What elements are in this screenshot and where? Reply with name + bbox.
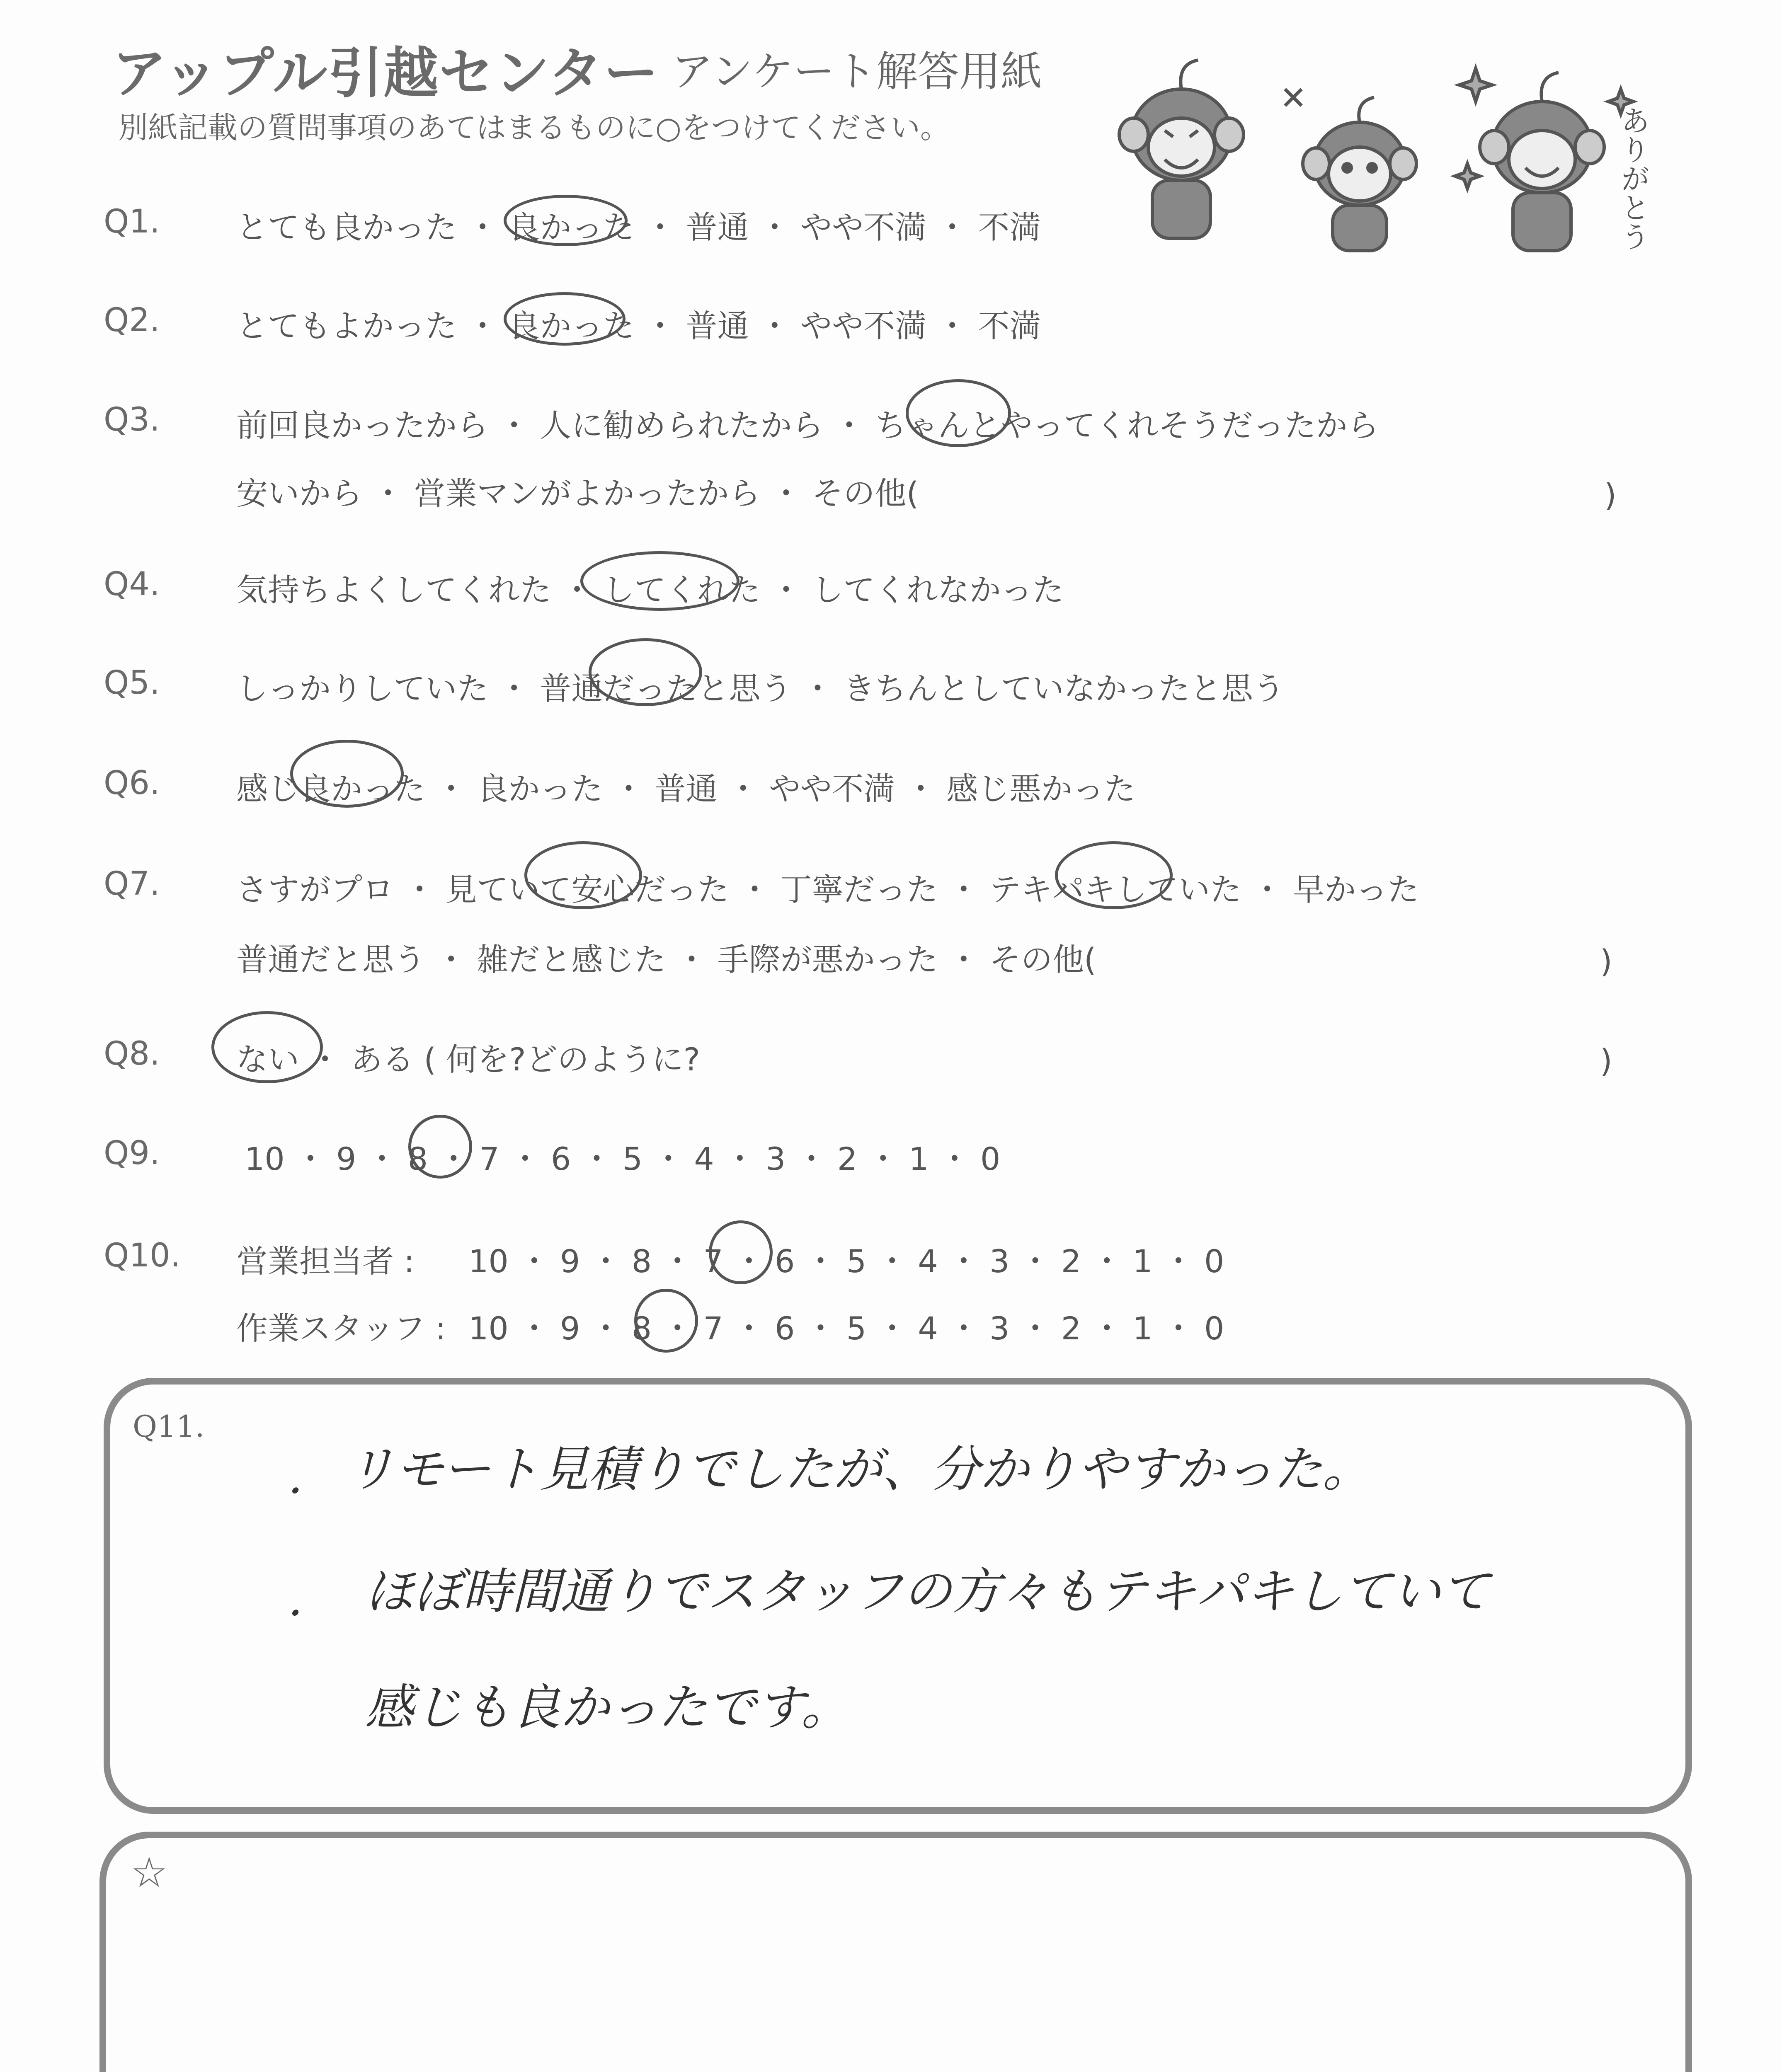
q3-label: Q3. bbox=[104, 401, 160, 438]
q7-options-line1: さすがプロ ・ 見ていて安心だった ・ 丁寧だった ・ テキパキしていた ・ 早かった bbox=[236, 871, 1419, 908]
q8-selection-circle bbox=[211, 1011, 323, 1083]
page-title: アップル引越センター bbox=[112, 41, 659, 105]
q10-sales-label: 営業担当者 : bbox=[236, 1243, 415, 1280]
q5-selection-circle bbox=[589, 638, 702, 706]
q6-label: Q6. bbox=[104, 765, 160, 802]
q6-selection-circle bbox=[290, 740, 404, 808]
q10-sales-selection-circle bbox=[709, 1220, 773, 1284]
q1-options: とても良かった ・ 良かった ・ 普通 ・ やや不満 ・ 不満 bbox=[236, 209, 1041, 246]
q2-selection-circle bbox=[504, 292, 626, 346]
q7-selection-circle-1 bbox=[524, 841, 642, 909]
q7-label: Q7. bbox=[104, 865, 160, 903]
q11-bullet-1: ・ bbox=[276, 1472, 309, 1511]
q3-options-line2: 安いから ・ 営業マンがよかったから ・ その他( bbox=[236, 475, 919, 512]
q8-label: Q8. bbox=[104, 1035, 160, 1072]
q3-selection-circle bbox=[906, 379, 1011, 447]
q2-label: Q2. bbox=[104, 302, 160, 339]
q9-label: Q9. bbox=[104, 1135, 160, 1172]
q8-close-paren: ) bbox=[1600, 1042, 1612, 1079]
q7-close-paren: ) bbox=[1600, 943, 1612, 980]
star-comment-box bbox=[99, 1832, 1692, 2072]
q10-staff-scale: 10 ・ 9 ・ 8 ・ 7 ・ 6 ・ 5 ・ 4 ・ 3 ・ 2 ・ 1 ・ 0 bbox=[468, 1310, 1224, 1347]
q10-staff-selection-circle bbox=[634, 1289, 698, 1353]
q4-label: Q4. bbox=[104, 566, 160, 603]
mascot-illustration bbox=[1111, 39, 1666, 259]
q10-staff-label: 作業スタッフ : bbox=[236, 1310, 446, 1347]
q7-selection-circle-2 bbox=[1055, 841, 1173, 909]
q9-selection-circle bbox=[408, 1115, 472, 1179]
q9-scale: 10 ・ 9 ・ 8 ・ 7 ・ 6 ・ 5 ・ 4 ・ 3 ・ 2 ・ 1 ・ 0 bbox=[245, 1140, 1001, 1177]
q10-sales-scale: 10 ・ 9 ・ 8 ・ 7 ・ 6 ・ 5 ・ 4 ・ 3 ・ 2 ・ 1 ・ 0 bbox=[468, 1243, 1224, 1280]
q1-label: Q1. bbox=[104, 203, 160, 240]
monkey-mascot-icon bbox=[1111, 39, 1666, 259]
instruction-text: 別紙記載の質問事項のあてはまるものに○をつけてください。 bbox=[118, 110, 950, 145]
q8-options: ない ・ ある ( 何を?どのように? bbox=[236, 1041, 700, 1078]
q11-bullet-2: ・ bbox=[276, 1595, 309, 1633]
q2-options: とてもよかった ・ 良かった ・ 普通 ・ やや不満 ・ 不満 bbox=[236, 307, 1041, 344]
q4-options: 気持ちよくしてくれた ・ してくれた ・ してくれなかった bbox=[236, 571, 1064, 608]
q5-label: Q5. bbox=[104, 664, 160, 702]
q5-options: しっかりしていた ・ 普通だったと思う ・ きちんとしていなかったと思う bbox=[236, 670, 1285, 707]
q3-options-line1: 前回良かったから ・ 人に勧められたから ・ ちゃんとやってくれそうだったから bbox=[236, 407, 1379, 444]
q11-comment-line1: リモート見積りでしたが、分かりやすかった。 bbox=[346, 1440, 1372, 1498]
q10-label: Q10. bbox=[104, 1237, 181, 1274]
q11-comment-line3: 感じも良かったです。 bbox=[365, 1679, 850, 1736]
q4-selection-circle bbox=[580, 551, 739, 611]
q1-selection-circle bbox=[504, 195, 628, 246]
star-icon: ☆ bbox=[131, 1848, 168, 1897]
q7-options-line2: 普通だと思う ・ 雑だと感じた ・ 手際が悪かった ・ その他( bbox=[236, 941, 1096, 978]
q3-close-paren: ) bbox=[1604, 477, 1617, 513]
page-subtitle: アンケート解答用紙 bbox=[672, 47, 1042, 96]
svg-text:ありがとう: ありがとう bbox=[1616, 106, 1650, 251]
q6-options: 感じ良かった ・ 良かった ・ 普通 ・ やや不満 ・ 感じ悪かった bbox=[236, 770, 1136, 807]
q11-comment-line2: ほぼ時間通りでスタッフの方々もテキパキしていて bbox=[365, 1563, 1490, 1620]
q11-label: Q11. bbox=[133, 1409, 205, 1444]
